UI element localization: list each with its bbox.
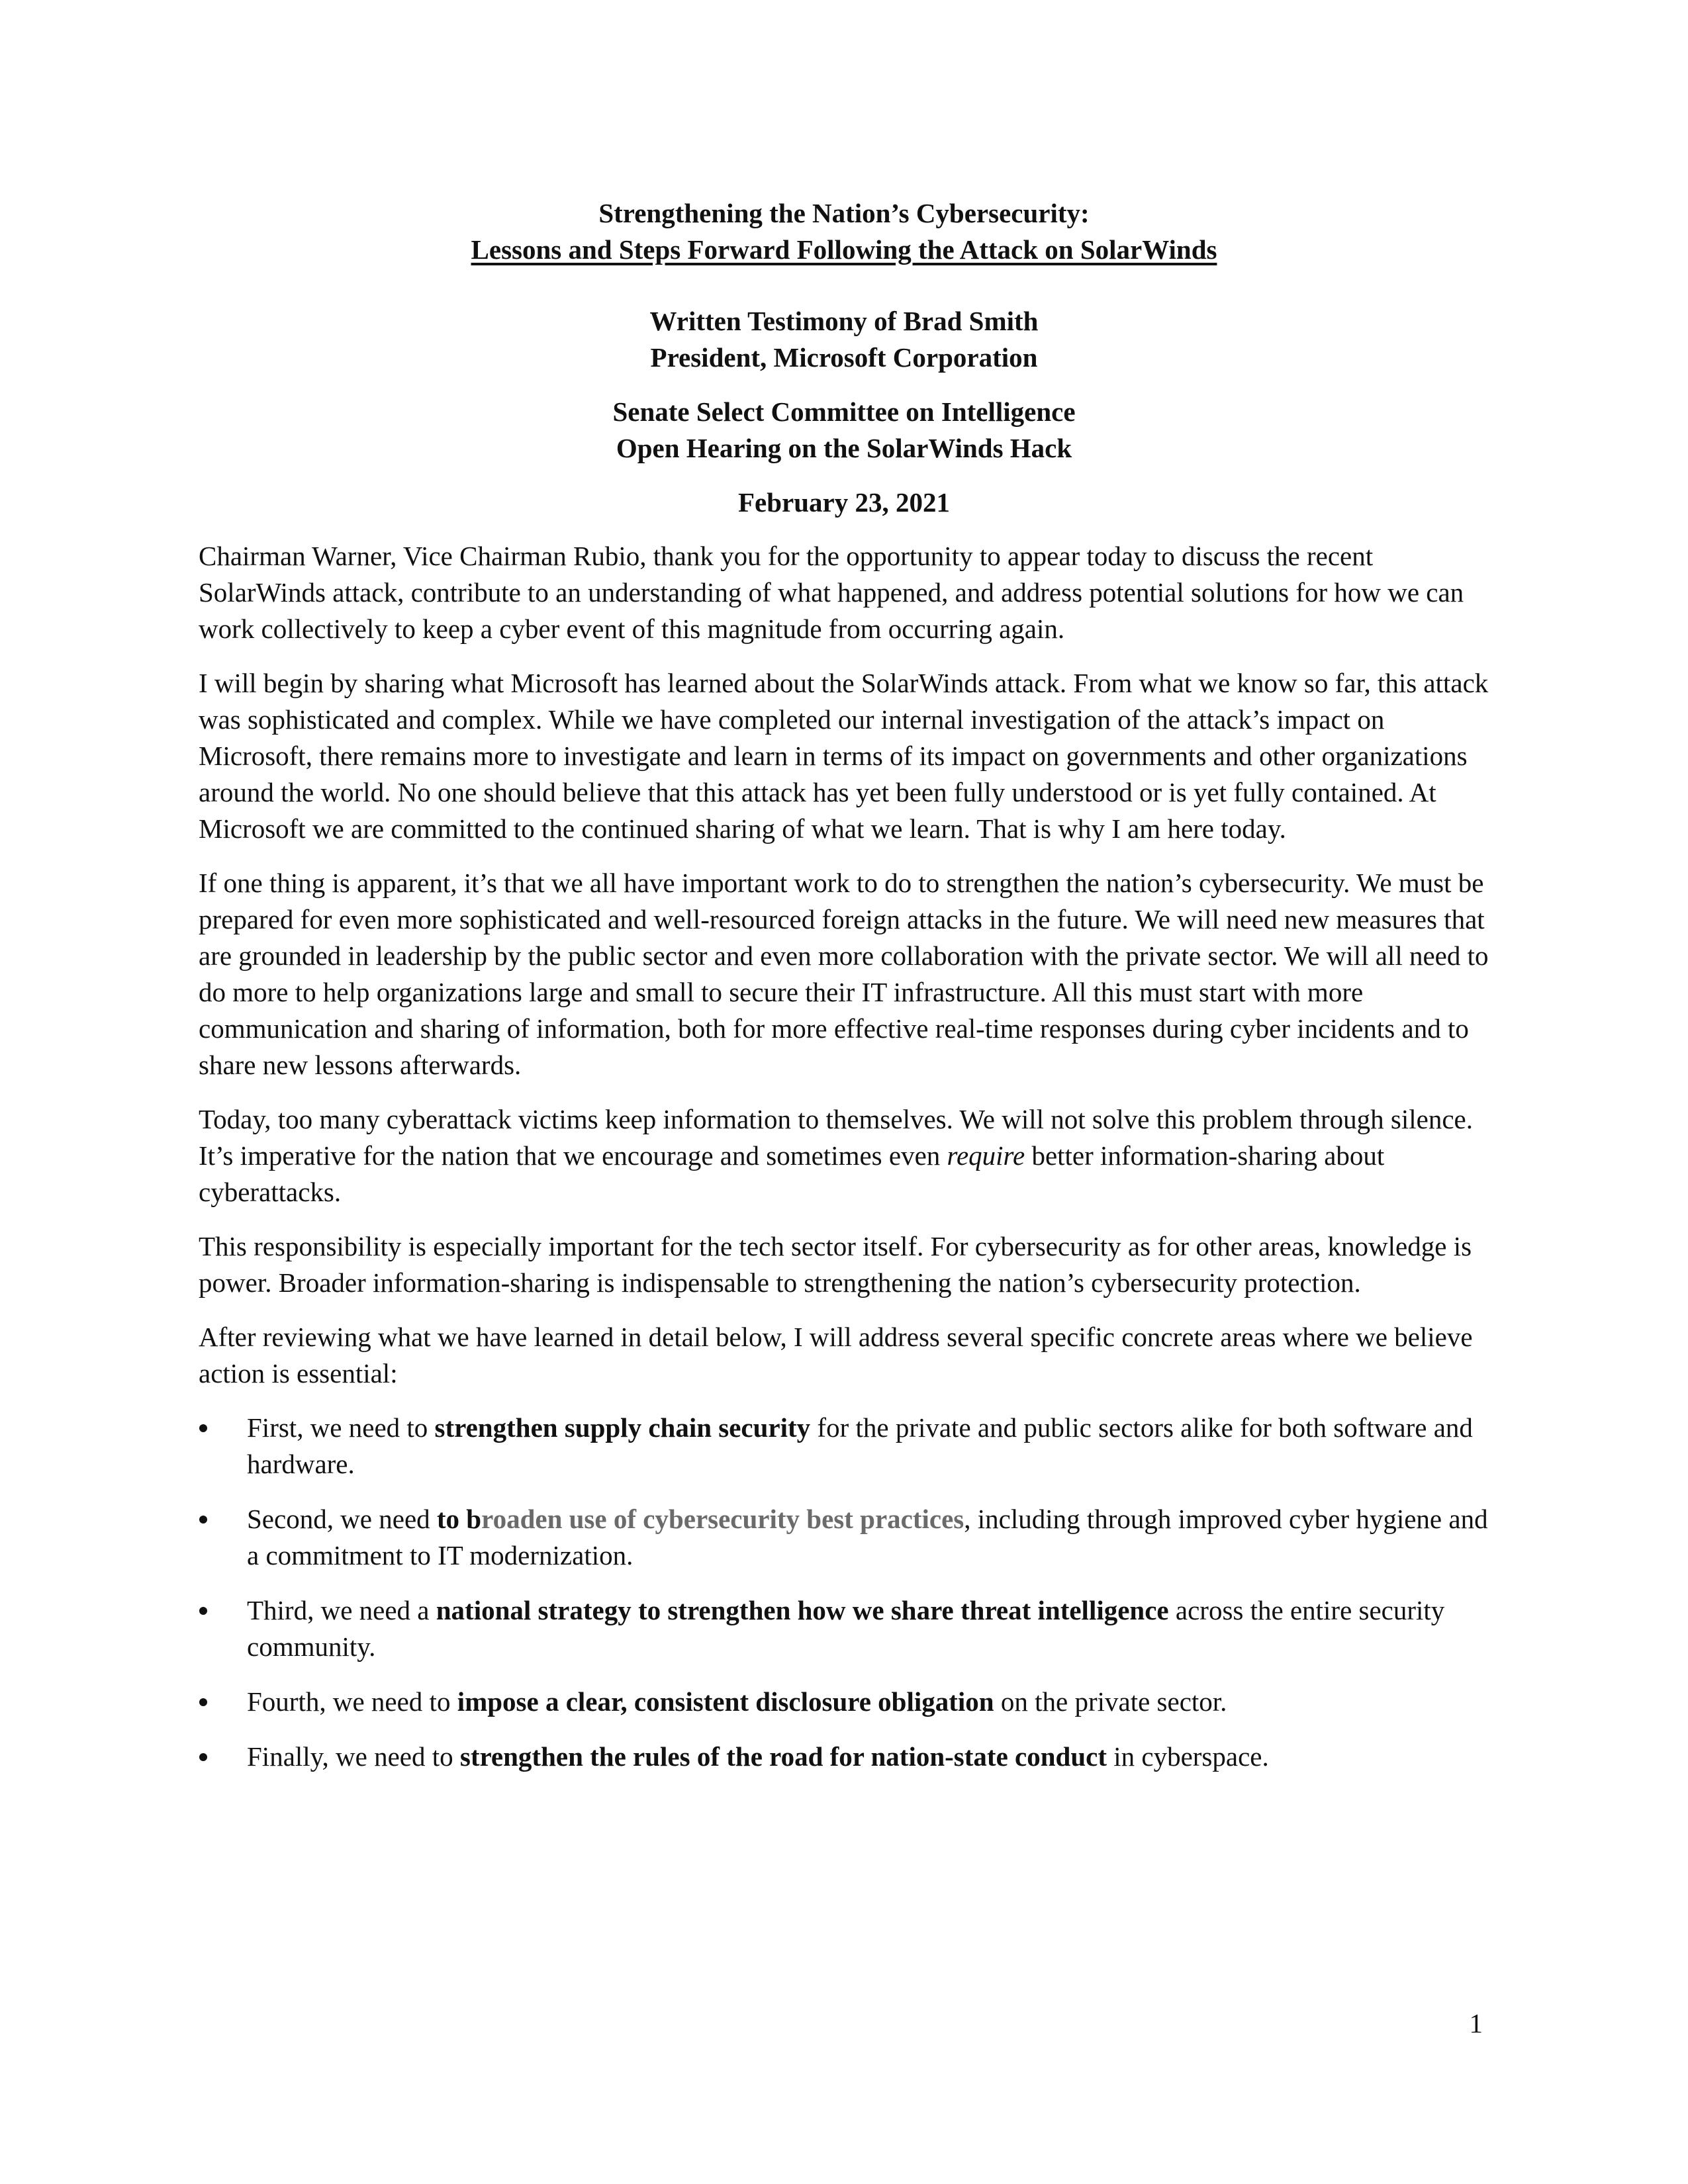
bullet-icon [199,1698,207,1706]
document-content [199,195,1489,1794]
action-5-after: in cyberspace. [1106,1741,1269,1772]
action-2-before: Second, we need [247,1504,437,1534]
paragraph-4-before: Today, too many cyberattack victims keep information to themselves. We will not solve this problem through silence. It’s imperative for the nation that we encourage and sometimes even [199,1104,1473,1171]
list-item [199,1410,1489,1482]
bullet-icon [199,1424,207,1432]
testimony-date: February 23, 2021 [738,487,950,518]
author-line-1: Written Testimony of Brad Smith [649,306,1039,336]
list-item [199,1501,1489,1574]
action-4-after: on the private sector. [994,1686,1227,1717]
author-line-2: President, Microsoft Corporation [650,342,1038,373]
action-2-grey-bold: roaden use of cybersecurity best practices [481,1504,964,1534]
action-5-before: Finally, we need to [247,1741,460,1772]
action-1-after: for the private and public sectors alike for both software and hardware. [247,1412,1473,1479]
action-2-bold: to b [436,1504,482,1534]
action-1-before: First, we need to [247,1412,435,1443]
committee-line-1: Senate Select Committee on Intelligence [612,396,1076,427]
author-block [199,303,1489,376]
bullet-icon [199,1607,207,1615]
paragraph-tech-sector: This responsibility is especially important for the tech sector itself. For cybersecurity as for other areas, knowledge is power. Broader information-sharing is indispensable to strengthening the nation’s cybersecurity protection. [199,1231,1472,1298]
list-item [199,1684,1489,1720]
committee-line-2: Open Hearing on the SolarWinds Hack [616,433,1072,463]
committee-block [199,394,1489,467]
action-3-before: Third, we need a [247,1595,436,1625]
title-line-1: Strengthening the Nation’s Cybersecurity: [598,198,1090,228]
paragraph-4-after: better information-sharing about cyberattacks. [199,1140,1385,1207]
action-5-bold: strengthen the rules of the road for nation-state conduct [459,1741,1107,1772]
action-4-before: Fourth, we need to [247,1686,457,1717]
action-2-after: , including through improved cyber hygiene and a commitment to IT modernization. [247,1504,1488,1570]
bullet-icon [199,1516,207,1524]
action-3-bold: national strategy to strengthen how we share threat intelligence [436,1595,1169,1625]
action-4-bold: impose a clear, consistent disclosure obligation [457,1686,994,1717]
page-number: 1 [1469,2008,1483,2038]
title-line-2: Lessons and Steps Forward Following the Attack on SolarWinds [471,234,1217,265]
list-item [199,1739,1489,1775]
action-3-after: across the entire security community. [247,1595,1445,1662]
paragraph-4-emphasis: require [947,1140,1025,1171]
bullet-icon [199,1753,207,1761]
document-title [199,195,1489,268]
paragraph-opening: Chairman Warner, Vice Chairman Rubio, thank you for the opportunity to appear today to discuss the recent SolarWinds attack, contribute to an understanding of what happened, and address potential solutions for how we can work collectively to keep a cyber event of this magnitude from occurring again. [199,541,1464,644]
paragraph-information-sharing [199,1101,1489,1210]
list-item [199,1592,1489,1665]
action-areas-list [199,1410,1489,1775]
action-1-bold: strengthen supply chain security [434,1412,811,1443]
paragraph-learned: I will begin by sharing what Microsoft has learned about the SolarWinds attack. From what we know so far, this attack was sophisticated and complex. While we have completed our internal investigation of the attack’s impact on Microsoft, there remains more to investigate and learn in terms of its impact on governments and other organizations around the world. No one should believe that this attack has yet been fully understood or is yet fully contained. At Microsoft we are committed to the continued sharing of what we learn. That is why I am here today. [199,668,1489,844]
paragraph-action-areas-intro: After reviewing what we have learned in detail below, I will address several specific concrete areas where we believe action is essential: [199,1322,1473,1388]
paragraph-work-to-do: If one thing is apparent, it’s that we all have important work to do to strengthen the nation’s cybersecurity. We must be prepared for even more sophisticated and well-resourced foreign attacks in the future. We will need new measures that are grounded in leadership by the public sector and even more collaboration with the private sector. We will all need to do more to help organizations large and small to secure their IT infrastructure. All this must start with more communication and sharing of information, both for more effective real-time responses during cyber incidents and to share new lessons afterwards. [199,868,1489,1080]
date-block [199,484,1489,521]
